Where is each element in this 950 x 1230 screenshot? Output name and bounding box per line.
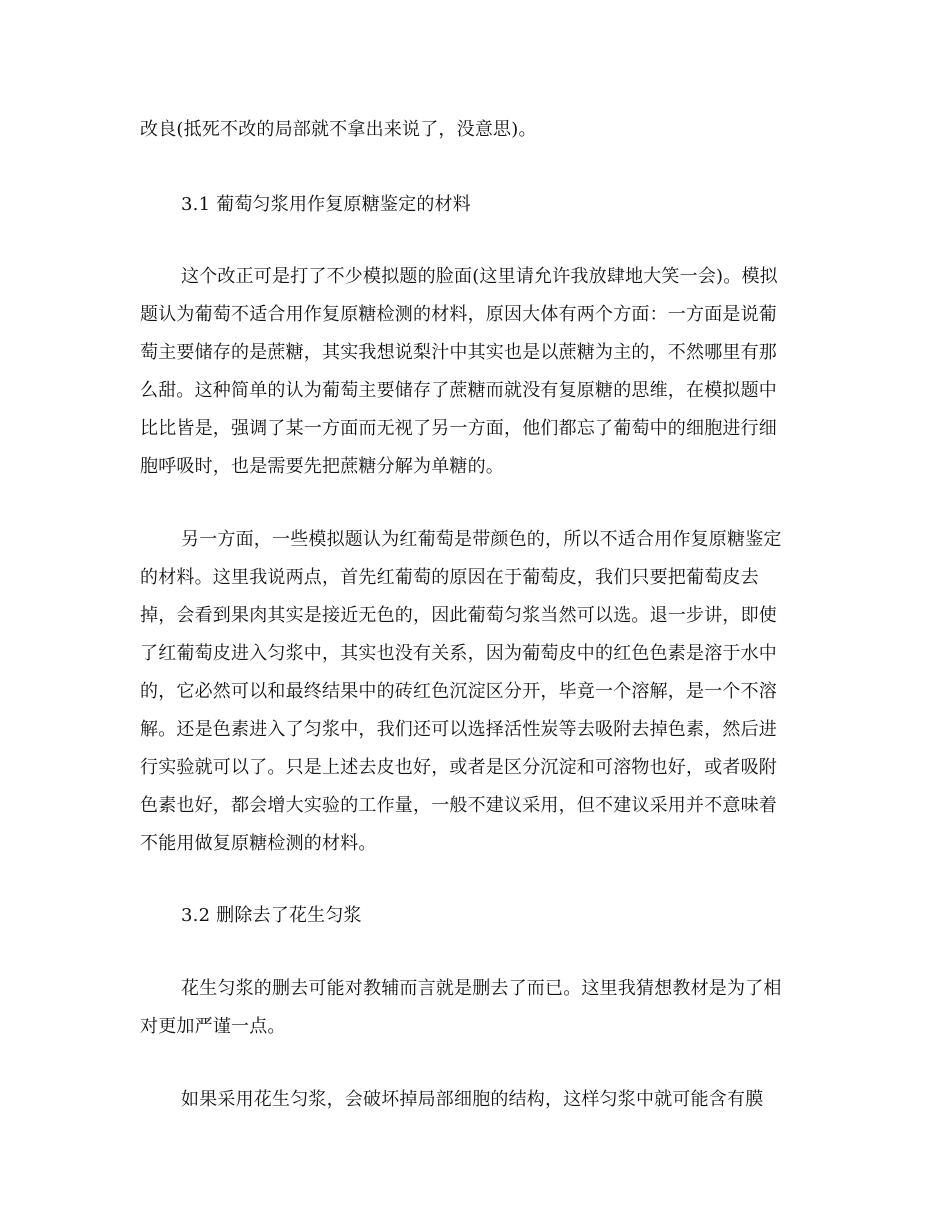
paragraph-1-line-3: 萄主要储存的是蔗糖，其实我想说梨汁中其实也是以蔗糖为主的，不然哪里有那 (140, 342, 777, 363)
paragraph-2-line-6: 解。还是色素进入了匀浆中，我们还可以选择活性炭等去吸附去掉色素，然后进 (140, 719, 777, 740)
paragraph-3-line-1: 花生匀浆的删去可能对教辅而言就是删去了而已。这里我猜想教材是为了相 (181, 978, 782, 999)
paragraph-2-line-3: 掉，会看到果肉其实是接近无色的，因此葡萄匀浆当然可以选。退一步讲，即使 (140, 605, 777, 626)
paragraph-3-line-2: 对更加严谨一点。 (140, 1016, 286, 1037)
paragraph-2-line-7: 行实验就可以了。只是上述去皮也好，或者是区分沉淀和可溶物也好，或者吸附 (140, 757, 777, 778)
paragraph-2-line-9: 不能用做复原糖检测的材料。 (140, 833, 377, 854)
section-heading-3-2: 3.2 删除去了花生匀浆 (181, 905, 362, 926)
paragraph-1-line-6: 胞呼吸时，也是需要先把蔗糖分解为单糖的。 (140, 456, 504, 477)
paragraph-2-line-1: 另一方面，一些模拟题认为红葡萄是带颜色的，所以不适合用作复原糖鉴定 (181, 529, 782, 550)
paragraph-1-line-2: 题认为葡萄不适合用作复原糖检测的材料，原因大体有两个方面：一方面是说葡 (140, 304, 777, 325)
paragraph-2-line-2: 的材料。这里我说两点，首先红葡萄的原因在于葡萄皮，我们只要把葡萄皮去 (140, 567, 759, 588)
paragraph-1-line-5: 比比皆是，强调了某一方面而无视了另一方面，他们都忘了葡萄中的细胞进行细 (140, 418, 777, 439)
paragraph-4-line-1: 如果采用花生匀浆，会破坏掉局部细胞的结构，这样匀浆中就可能含有膜 (181, 1089, 764, 1110)
paragraph-2-line-4: 了红葡萄皮进入匀浆中，其实也没有关系，因为葡萄皮中的红色色素是溶于水中 (140, 643, 777, 664)
section-heading-3-1: 3.1 葡萄匀浆用作复原糖鉴定的材料 (181, 194, 471, 215)
paragraph-1-line-1: 这个改正可是打了不少模拟题的脸面(这里请允许我放肆地大笑一会)。模拟 (181, 266, 778, 287)
paragraph-intro-line-1: 改良(抵死不改的局部就不拿出来说了，没意思)。 (140, 119, 537, 140)
paragraph-2-line-8: 色素也好，都会增大实验的工作量，一般不建议采用，但不建议采用并不意味着 (140, 795, 777, 816)
paragraph-1-line-4: 么甜。这种简单的认为葡萄主要储存了蔗糖而就没有复原糖的思维，在模拟题中 (140, 380, 777, 401)
paragraph-2-line-5: 的，它必然可以和最终结果中的砖红色沉淀区分开，毕竟一个溶解，是一个不溶 (140, 681, 777, 702)
